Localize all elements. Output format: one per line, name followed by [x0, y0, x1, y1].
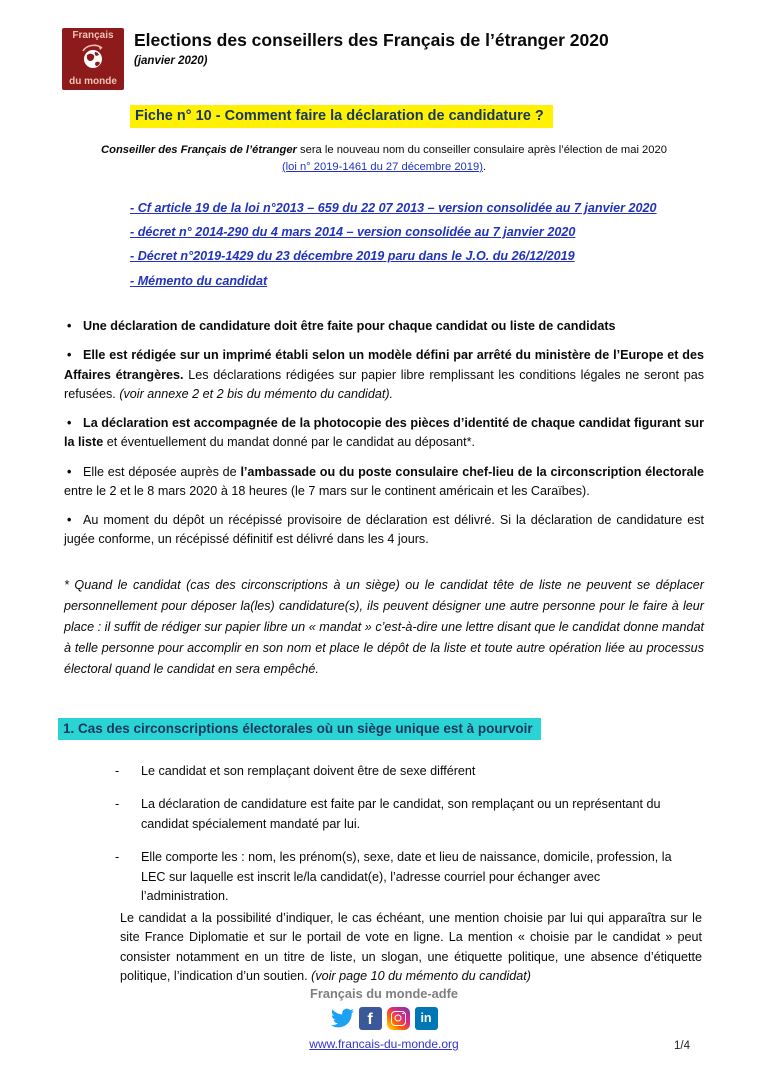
dash-icon: -: [115, 850, 120, 865]
social-icons-row: [0, 1005, 768, 1031]
twitter-icon[interactable]: [331, 1007, 354, 1030]
francais-du-monde-logo: [62, 28, 124, 90]
dash-item-1: [115, 762, 681, 782]
website-row: [0, 1035, 768, 1053]
bullet-icon: •: [67, 348, 72, 363]
mention-text: Le candidat a la possibilité d’indiquer, le cas échéant, une mention choisie par lui qui apparaîtra sur le site France Diplomatie et sur le portail de vote en ligne. La mention « choisie par le candidat » peut consister notamment en un titre de liste, un slogan, une étiquette politique, une absence d’étiquette politique, l’indication d’un soutien.: [120, 910, 702, 984]
section-1-row: [58, 718, 768, 740]
bullet-list: [64, 317, 704, 550]
linkedin-icon[interactable]: in: [415, 1007, 438, 1030]
link-decret-2019-1429[interactable]: - Décret n°2019-1429 du 23 décembre 2019 paru dans le J.O. du 26/12/2019: [130, 249, 575, 264]
page-number: 1/4: [674, 1040, 690, 1052]
logo-text-bottom: du monde: [69, 76, 117, 87]
intro-line-1: [40, 142, 728, 159]
website-link[interactable]: www.francais-du-monde.org: [309, 1037, 459, 1051]
mandate-footnote: * Quand le candidat (cas des circonscriptions à un siège) ou le candidat tête de liste ne peuvent se déplacer personnellement pour déposer la(les) candidature(s), ils peuvent désigner une autre personne pour le faire à leur place : il suffit de rédiger sur papier libre un « mandat » c’est-à-dire une lettre disant que le candidat donne mandat à telle personne pour accomplir en son nom et place le dépôt de la liste et toute autre opération liée au processus électoral quand le candidat en sera empêché.: [64, 577, 704, 676]
mention-paragraph: [120, 909, 702, 987]
section-1-heading: 1. Cas des circonscriptions électorales où un siège unique est à pourvoir: [58, 718, 541, 740]
bullet-item-3: [64, 414, 704, 453]
link-article-19[interactable]: - Cf article 19 de la loi n°2013 – 659 du 22 07 2013 – version consolidée au 7 janvier 2020: [130, 200, 657, 215]
bullet-item-5: [64, 511, 704, 550]
instagram-icon[interactable]: [387, 1007, 410, 1030]
instagram-camera-glyph: [391, 1011, 406, 1026]
intro-lead: Conseiller des Français de l’étranger: [101, 144, 297, 156]
link-decret-2014-290[interactable]: - décret n° 2014-290 du 4 mars 2014 – version consolidée au 7 janvier 2020: [130, 224, 576, 239]
bullet-item-1: [64, 317, 704, 336]
link-memento-candidat[interactable]: - Mémento du candidat: [130, 273, 268, 288]
facebook-icon[interactable]: f: [359, 1007, 382, 1030]
header: [62, 28, 768, 90]
bullet-text-note: (voir annexe 2 et 2 bis du mémento du candidat).: [119, 386, 394, 401]
bullet-icon: •: [67, 319, 72, 334]
intro-paragraph: [40, 142, 728, 176]
dash-item-3: [115, 848, 681, 907]
bullet-text-normal: entre le 2 et le 8 mars 2020 à 18 heures (le 7 mars sur le continent américain et les Caraïbes).: [64, 483, 590, 498]
dash-text: La déclaration de candidature est faite par le candidat, son remplaçant ou un représentant du candidat spécialement mandaté par lui.: [141, 797, 661, 831]
org-name: Français du monde-adfe: [310, 986, 458, 1001]
bullet-text-normal: Elle est déposée auprès de: [83, 464, 241, 479]
reference-links: [130, 200, 768, 289]
law-link[interactable]: (loi n° 2019-1461 du 27 décembre 2019): [281, 160, 483, 173]
bullet-text-bold: Elle est rédigée sur un imprimé établi selon un modèle défini par arrêté du ministère de l’Europe et des Affaires étrangères.: [64, 348, 704, 382]
bullet-item-2: [64, 346, 704, 404]
section-1-list: [115, 762, 681, 907]
fiche-heading-row: [130, 105, 768, 128]
bullet-text: Au moment du dépôt un récépissé provisoire de déclaration est délivré. Si la déclaration de candidature est jugée conforme, un récépissé définitif est délivré dans les 4 jours.: [64, 513, 704, 547]
title-block: [134, 28, 609, 67]
page-subtitle: (janvier 2020): [134, 54, 208, 67]
dash-icon: -: [115, 763, 120, 778]
bullet-icon: •: [67, 513, 72, 528]
dash-text: Elle comporte les : nom, les prénom(s), sexe, date et lieu de naissance, domicile, profession, la LEC sur laquelle est inscrit le/la candidat(e), l’adresse courriel pour échanger avec l’administration.: [141, 850, 672, 904]
bullet-text: Une déclaration de candidature doit être faite pour chaque candidat ou liste de candidats: [83, 319, 616, 334]
globe-icon: [78, 42, 108, 77]
logo-text-top: Français: [72, 30, 114, 41]
intro-line-2: [40, 159, 728, 176]
page-title: Elections des conseillers des Français de l’étranger 2020: [134, 30, 609, 50]
bullet-text-normal: Les déclarations rédigées sur papier libre remplissant les conditions légales ne seront pas refusées.: [64, 367, 705, 401]
mention-note: (voir page 10 du mémento du candidat): [311, 969, 531, 984]
fiche-heading: Fiche n° 10 - Comment faire la déclaration de candidature ?: [130, 105, 553, 128]
intro-rest: sera le nouveau nom du conseiller consulaire après l’élection de mai 2020: [296, 144, 667, 156]
footer: [0, 986, 768, 1053]
intro-suffix: .: [482, 160, 487, 173]
dash-item-2: [115, 795, 681, 834]
dash-icon: -: [115, 797, 120, 812]
bullet-item-4: [64, 463, 704, 502]
bullet-text-normal: et éventuellement du mandat donné par le candidat au déposant*.: [103, 435, 475, 450]
bullet-text-bold: l’ambassade ou du poste consulaire chef-lieu de la circonscription électorale: [240, 464, 704, 479]
dash-text: Le candidat et son remplaçant doivent être de sexe différent: [141, 763, 476, 778]
bullet-text-bold: La déclaration est accompagnée de la photocopie des pièces d’identité de chaque candidat figurant sur la liste: [64, 416, 704, 450]
bullet-icon: •: [67, 464, 72, 479]
bullet-icon: •: [67, 416, 72, 431]
